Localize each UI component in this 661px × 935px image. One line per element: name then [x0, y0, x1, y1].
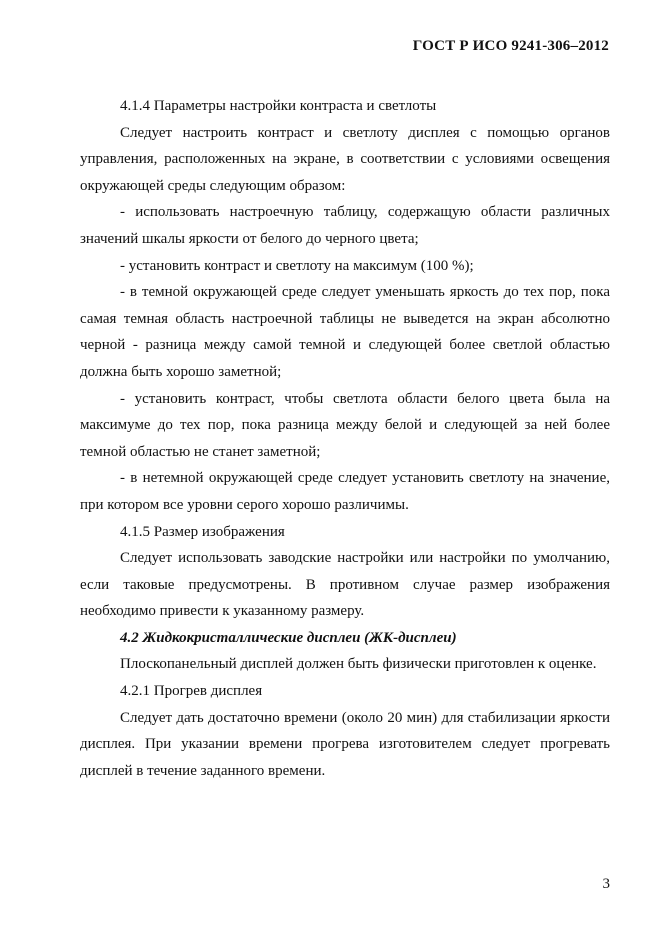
section-4-2-heading: 4.2 Жидкокристаллические дисплеи (ЖК-дисплеи)	[120, 629, 457, 646]
list-item-3: - в темной окружающей среде следует уменьшать яркость до тех пор, пока самая темная область настроечной таблицы не выведется на экран абсолютно черной - разница между самой темной и следующей более светлой областью должна быть хорошо заметной;	[80, 284, 610, 380]
list-item-1: - использовать настроечную таблицу, содержащую области различных значений шкалы яркости от белого до черного цвета;	[80, 204, 610, 247]
section-4-2-text: Плоскопанельный дисплей должен быть физически приготовлен к оценке.	[120, 656, 597, 673]
list-item-4: - установить контраст, чтобы светлота области белого цвета была на максимуме до тех пор, пока разница между белой и следующей за ней более темной областью не станет заметной;	[80, 390, 610, 460]
page-number: 3	[602, 876, 610, 892]
list-item-5: - в нетемной окружающей среде следует установить светлоту на значение, при котором все уровни серого хорошо различимы.	[80, 470, 610, 513]
section-4-1-5-title: 4.1.5 Размер изображения	[120, 523, 285, 540]
section-4-1-4-intro: Следует настроить контраст и светлоту дисплея с помощью органов управления, расположенных на экране, в соответствии с условиями освещения окружающей среды следующим образом:	[80, 124, 610, 194]
section-4-1-5-text: Следует использовать заводские настройки или настройки по умолчанию, если таковые предусмотрены. В противном случае размер изображения необходимо привести к указанному размеру.	[80, 550, 610, 620]
section-4-2-1-text: Следует дать достаточно времени (около 20 мин) для стабилизации яркости дисплея. При указании времени прогрева изготовителем следует прогревать дисплей в течение заданного времени.	[80, 709, 610, 779]
list-item-2: - установить контраст и светлоту на максимум (100 %);	[120, 257, 474, 274]
section-4-2-1-title: 4.2.1 Прогрев дисплея	[120, 683, 263, 700]
standard-code-header: ГОСТ Р ИСО 9241-306–2012	[412, 38, 609, 54]
page-body	[80, 93, 610, 784]
section-4-1-4-title: 4.1.4 Параметры настройки контраста и светлоты	[120, 98, 437, 114]
